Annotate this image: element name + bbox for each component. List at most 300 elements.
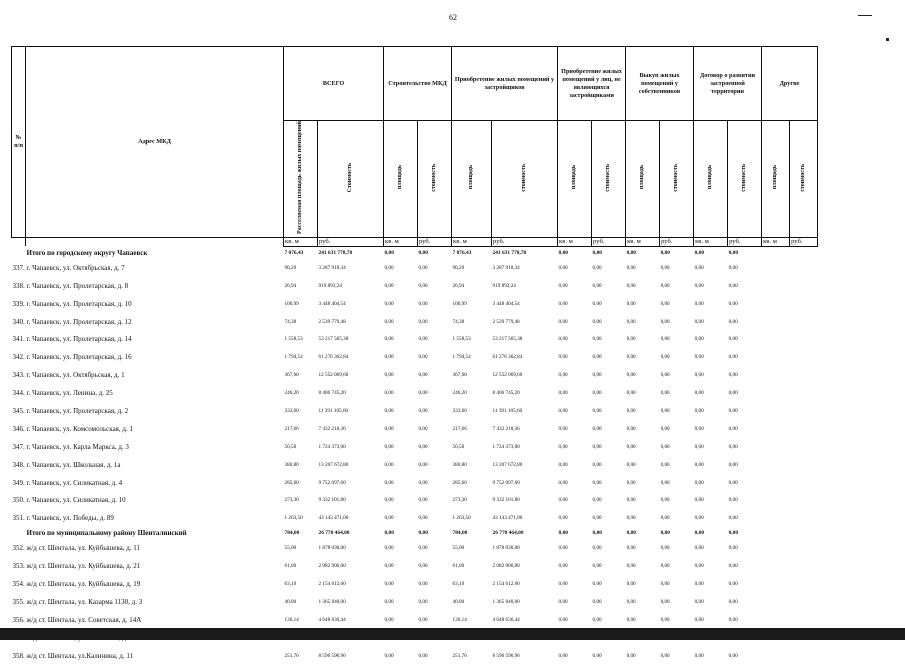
row-value: 0,00 <box>592 372 602 379</box>
row-value: 0,00 <box>384 390 394 397</box>
row-value: 0,00 <box>626 652 636 659</box>
row-value: 0,00 <box>418 515 428 522</box>
row-value: 0,00 <box>418 300 428 307</box>
row-value: 0,00 <box>728 390 738 397</box>
row-value: 919 893,24 <box>492 282 516 289</box>
row-value: 0,00 <box>660 598 670 605</box>
subheader-cost-lc: стоимость <box>800 163 807 192</box>
row-value: 40,00 <box>284 598 297 605</box>
row-value: 53 217 565,38 <box>492 336 523 343</box>
row-value: 0,00 <box>694 497 704 504</box>
row-value: 0,00 <box>626 264 636 271</box>
row-number: 345. <box>12 407 25 416</box>
row-value: 0,00 <box>558 408 568 415</box>
subheader-cost-lc: стоимость <box>431 163 438 192</box>
unit-cell: руб. <box>728 237 762 246</box>
row-value: 8 596 596,96 <box>318 652 346 659</box>
header-territory-contract: Договор о развитии застроенной территории <box>694 47 762 121</box>
row-value: 0,00 <box>626 616 636 623</box>
row-value: 1 263,50 <box>284 515 303 522</box>
row-value: 2 082 906,00 <box>492 563 520 570</box>
row-value: 40,00 <box>452 598 465 605</box>
subheader-area: площадь <box>772 165 779 190</box>
row-value: 9 332 101,80 <box>492 497 520 504</box>
row-value: 26,94 <box>452 282 465 289</box>
row-value: 285,60 <box>284 479 299 486</box>
row-value: 0,00 <box>558 336 568 343</box>
row-value: 0,00 <box>694 408 704 415</box>
row-value: 0,00 <box>728 282 738 289</box>
row-value: 50,50 <box>452 443 465 450</box>
row-address: г. Чапаевск, ул. Пролетарская, д. 8 <box>26 281 129 290</box>
row-value: 0,00 <box>728 300 738 307</box>
subheader-cost: Стоимость <box>347 162 353 193</box>
row-value: 11 391 105,60 <box>318 408 349 415</box>
row-value: 0,00 <box>592 563 602 570</box>
row-address: г. Чапаевск, ул. Пролетарская, д. 10 <box>26 299 132 308</box>
row-value: 1 794,54 <box>452 354 471 361</box>
row-value: 2 154 612,60 <box>318 581 346 588</box>
row-value: 7 432 218,36 <box>318 425 346 432</box>
row-value: 0,00 <box>694 354 704 361</box>
row-address: ж/д ст. Шентала, ул. Советская, д. 14А <box>26 615 142 624</box>
row-value: 0,00 <box>592 318 602 325</box>
unit-cell: кв. м <box>452 237 492 246</box>
row-value: 0,00 <box>660 515 670 522</box>
row-number: 342. <box>12 353 25 362</box>
row-value: 0,00 <box>626 300 636 307</box>
table-row <box>12 575 818 593</box>
row-value: 0,00 <box>558 354 568 361</box>
resettlement-table <box>11 46 818 665</box>
row-value: 3 448 404,54 <box>318 300 346 307</box>
table-row <box>12 366 818 384</box>
row-value: 12 552 069,60 <box>318 372 349 379</box>
row-value: 0,00 <box>626 408 636 415</box>
row-value: 100,99 <box>284 300 299 307</box>
row-value: 2 082 906,00 <box>318 563 346 570</box>
row-value: 0,00 <box>418 390 428 397</box>
row-value: 0,00 <box>384 497 394 504</box>
row-value: 0,00 <box>384 652 394 659</box>
subtotal-value: 0,00 <box>660 249 670 256</box>
table-row <box>12 259 818 277</box>
unit-cell: руб. <box>418 237 452 246</box>
scan-mark-dot <box>886 38 889 41</box>
row-value: 0,00 <box>728 425 738 432</box>
row-value: 0,00 <box>418 372 428 379</box>
row-value: 0,00 <box>418 318 428 325</box>
row-value: 0,00 <box>694 264 704 271</box>
row-value: 0,00 <box>660 336 670 343</box>
subheader-area: площадь <box>639 165 646 190</box>
row-value: 0,00 <box>728 443 738 450</box>
subheader-cost-lc: стоимость <box>673 163 680 192</box>
row-value: 1 263,50 <box>452 515 471 522</box>
unit-cell: кв. м <box>694 237 728 246</box>
row-number: 349. <box>12 478 25 487</box>
subheader-cost-lc: стоимость <box>741 163 748 192</box>
row-value: 0,00 <box>694 563 704 570</box>
row-value: 74,38 <box>452 318 465 325</box>
row-value: 61 276 362,84 <box>318 354 349 361</box>
row-value: 63,10 <box>452 581 465 588</box>
row-value: 0,00 <box>384 598 394 605</box>
subtotal-value <box>790 246 818 259</box>
row-value: 4 648 636,44 <box>492 616 520 623</box>
subtotal-value: 0,00 <box>418 530 428 537</box>
row-value: 0,00 <box>728 581 738 588</box>
row-value: 0,00 <box>558 318 568 325</box>
row-value: 0,00 <box>418 408 428 415</box>
page-number: 62 <box>449 13 457 22</box>
header-construction: Строительство МКД <box>384 47 452 121</box>
table-row <box>12 277 818 295</box>
row-value: 0,00 <box>558 479 568 486</box>
row-value: 50,50 <box>284 443 297 450</box>
row-value: 1 365 840,00 <box>318 598 346 605</box>
row-value: 0,00 <box>694 425 704 432</box>
subtotal-value: 0,00 <box>384 249 394 256</box>
row-value: 0,00 <box>558 425 568 432</box>
row-value: 0,00 <box>694 300 704 307</box>
row-value: 0,00 <box>660 545 670 552</box>
row-value: 0,00 <box>384 264 394 271</box>
row-number: 344. <box>12 389 25 398</box>
subtotal-value: 0,00 <box>592 249 602 256</box>
row-value: 0,00 <box>660 616 670 623</box>
row-number: 346. <box>12 424 25 433</box>
row-value: 8 406 745,20 <box>492 390 520 397</box>
row-value: 0,00 <box>728 563 738 570</box>
row-number: 355. <box>12 597 25 606</box>
subtotal-value: 0,00 <box>384 530 394 537</box>
subtotal-value: 0,00 <box>728 249 739 256</box>
row-address: г. Чапаевск, ул. Школьная, д. 1а <box>26 460 121 469</box>
row-value: 0,00 <box>592 461 602 468</box>
row-value: 0,00 <box>728 515 738 522</box>
row-address: ж/д ст. Шентала, ул. Куйбышева, д. 21 <box>26 562 141 571</box>
row-value: 0,00 <box>694 616 704 623</box>
row-value: 0,00 <box>384 616 394 623</box>
row-value: 1 878 030,00 <box>492 545 520 552</box>
row-value: 0,00 <box>418 461 428 468</box>
row-address: г. Чапаевск, ул. Пролетарская, д. 16 <box>26 353 132 362</box>
row-value: 0,00 <box>728 372 738 379</box>
row-value: 0,00 <box>418 545 428 552</box>
row-value: 0,00 <box>626 497 636 504</box>
row-number: 351. <box>12 514 25 523</box>
row-value: 0,00 <box>694 598 704 605</box>
row-value: 8 406 745,20 <box>318 390 346 397</box>
row-value: 0,00 <box>418 425 428 432</box>
subtotal-value: 241 631 778,78 <box>492 249 527 256</box>
row-number: 341. <box>12 335 25 344</box>
subheader-area: площадь <box>397 165 404 190</box>
row-value: 11 391 105,60 <box>492 408 523 415</box>
row-value: 367,60 <box>284 372 299 379</box>
row-value: 367,60 <box>452 372 467 379</box>
subtotal-value <box>762 527 790 539</box>
row-value: 0,00 <box>384 372 394 379</box>
row-value: 0,00 <box>384 425 394 432</box>
row-value: 0,00 <box>728 354 738 361</box>
row-value: 0,00 <box>728 652 738 659</box>
row-value: 9 752 097,60 <box>492 479 520 486</box>
scan-mark-dash <box>858 15 872 16</box>
subtotal-value: 0,00 <box>418 249 428 256</box>
row-address: г. Чапаевск, ул. Победы, д. 89 <box>26 514 114 523</box>
subtotal-value: 0,00 <box>592 530 602 537</box>
subtotal-value: 7 076,43 <box>452 249 472 256</box>
row-value: 61,00 <box>284 563 297 570</box>
units-row <box>12 237 818 246</box>
row-value: 0,00 <box>592 282 602 289</box>
row-value: 0,00 <box>384 282 394 289</box>
row-value: 0,00 <box>384 461 394 468</box>
subtotal-label: Итого по городскому округу Чапаевск <box>26 248 148 257</box>
row-value: 0,00 <box>728 497 738 504</box>
row-value: 0,00 <box>660 300 670 307</box>
row-address: г. Чапаевск, ул. Пролетарская, д. 2 <box>26 407 129 416</box>
subtotal-label: Итого по муниципальному району Шенталинский <box>26 529 187 538</box>
row-value: 0,00 <box>626 479 636 486</box>
subtotal-value: 26 770 464,00 <box>492 530 524 537</box>
row-value: 0,00 <box>660 408 670 415</box>
row-value: 0,00 <box>728 545 738 552</box>
row-value: 0,00 <box>660 354 670 361</box>
row-value: 0,00 <box>592 652 602 659</box>
row-value: 3 287 918,34 <box>492 264 520 271</box>
subtotal-value: 784,00 <box>452 530 468 537</box>
table-row <box>12 295 818 313</box>
row-value: 0,00 <box>728 336 738 343</box>
subheader-area: площадь <box>468 165 475 190</box>
row-value: 0,00 <box>626 443 636 450</box>
row-value: 1 365 840,00 <box>492 598 520 605</box>
row-value: 0,00 <box>694 318 704 325</box>
row-address: ж/д ст. Шентала, ул.Калинина, д. 11 <box>26 651 134 660</box>
row-number: 347. <box>12 442 25 451</box>
row-value: 0,00 <box>694 282 704 289</box>
row-value: 0,00 <box>384 336 394 343</box>
row-value: 0,00 <box>384 563 394 570</box>
row-value: 0,00 <box>558 652 568 659</box>
row-number: 339. <box>12 299 25 308</box>
row-value: 0,00 <box>694 372 704 379</box>
subtotal-value: 241 631 778,78 <box>318 249 353 256</box>
row-value: 9 332 101,80 <box>318 497 346 504</box>
row-value: 3 448 404,54 <box>492 300 520 307</box>
row-number: 350. <box>12 496 25 505</box>
row-value: 12 552 069,60 <box>492 372 523 379</box>
row-value: 1 878 030,00 <box>318 545 346 552</box>
row-value: 273,30 <box>284 497 299 504</box>
subtotal-value <box>790 527 818 539</box>
row-value: 0,00 <box>660 372 670 379</box>
row-address: г. Чапаевск, ул. Комсомольская, д. 1 <box>26 424 133 433</box>
row-value: 0,00 <box>558 545 568 552</box>
row-number: 343. <box>12 371 25 380</box>
row-value: 0,00 <box>418 652 428 659</box>
row-value: 96,29 <box>284 264 297 271</box>
row-address: г. Чапаевск, ул. Карла Маркса, д. 3 <box>26 442 129 451</box>
row-value: 217,66 <box>452 425 467 432</box>
row-value: 0,00 <box>626 581 636 588</box>
row-address: г. Чапаевск, ул. Пролетарская, д. 12 <box>26 317 132 326</box>
row-value: 0,00 <box>592 479 602 486</box>
row-value: 0,00 <box>558 497 568 504</box>
row-value: 0,00 <box>592 545 602 552</box>
row-value: 0,00 <box>418 616 428 623</box>
row-value: 9 752 097,60 <box>318 479 346 486</box>
row-value: 0,00 <box>626 354 636 361</box>
row-value: 0,00 <box>592 264 602 271</box>
row-value: 136,14 <box>452 616 467 623</box>
row-value: 0,00 <box>558 443 568 450</box>
row-value: 0,00 <box>418 563 428 570</box>
row-value: 0,00 <box>660 652 670 659</box>
row-value: 0,00 <box>558 390 568 397</box>
subtotal-value: 0,00 <box>694 249 705 256</box>
row-value: 251,76 <box>284 652 299 659</box>
row-value: 0,00 <box>558 282 568 289</box>
row-value: 0,00 <box>626 515 636 522</box>
row-value: 246,20 <box>452 390 467 397</box>
table-row <box>12 647 818 665</box>
row-value: 0,00 <box>694 545 704 552</box>
table-row <box>12 402 818 420</box>
row-value: 0,00 <box>592 616 602 623</box>
header-purchase-non-developers: Приобретение жилых помещений у лиц, не являющихся застройщиками <box>558 47 626 121</box>
subtotal-value: 0,00 <box>728 530 739 537</box>
row-address: ж/д ст. Шентала, ул. Куйбышева, д. 19 <box>26 580 141 589</box>
row-value: 0,00 <box>592 581 602 588</box>
row-value: 0,00 <box>660 479 670 486</box>
row-value: 285,60 <box>452 479 467 486</box>
row-number: 340. <box>12 317 25 326</box>
subtotal-value: 0,00 <box>660 530 670 537</box>
row-value: 55,00 <box>284 545 297 552</box>
subtotal-value: 0,00 <box>558 530 568 537</box>
row-value: 273,30 <box>452 497 467 504</box>
table-row <box>12 313 818 331</box>
row-value: 251,76 <box>452 652 467 659</box>
row-value: 0,00 <box>728 479 738 486</box>
unit-cell: кв. м <box>558 237 592 246</box>
row-number: 352. <box>12 544 25 553</box>
row-value: 0,00 <box>660 282 670 289</box>
row-value: 0,00 <box>418 282 428 289</box>
row-value: 0,00 <box>384 408 394 415</box>
row-value: 43 143 471,00 <box>318 515 349 522</box>
row-value: 26,94 <box>284 282 297 289</box>
row-value: 1 558,53 <box>452 336 471 343</box>
row-address: ж/д ст. Шентала, ул. Казарма 1130, д. 3 <box>26 597 143 606</box>
row-value: 63,10 <box>284 581 297 588</box>
subheader-cost-lc: стоимость <box>605 163 612 192</box>
row-value: 0,00 <box>592 443 602 450</box>
row-value: 0,00 <box>694 336 704 343</box>
table-row <box>12 509 818 527</box>
row-value: 0,00 <box>384 443 394 450</box>
row-value: 0,00 <box>418 479 428 486</box>
row-value: 1 794,54 <box>284 354 303 361</box>
row-value: 0,00 <box>592 408 602 415</box>
row-value: 2 539 779,48 <box>492 318 520 325</box>
row-value: 0,00 <box>592 598 602 605</box>
row-value: 0,00 <box>418 497 428 504</box>
row-value: 0,00 <box>626 336 636 343</box>
row-value: 0,00 <box>660 264 670 271</box>
row-value: 0,00 <box>626 282 636 289</box>
row-value: 0,00 <box>728 264 738 271</box>
row-value: 0,00 <box>418 581 428 588</box>
row-value: 0,00 <box>626 390 636 397</box>
row-value: 0,00 <box>660 581 670 588</box>
table-row <box>12 348 818 366</box>
row-value: 3 287 918,34 <box>318 264 346 271</box>
row-value: 0,00 <box>626 425 636 432</box>
subtotal-row <box>12 527 818 539</box>
row-number: 337. <box>12 263 25 272</box>
subheader-area: площадь <box>571 165 578 190</box>
row-value: 0,00 <box>728 616 738 623</box>
row-value: 0,00 <box>418 598 428 605</box>
row-value: 0,00 <box>660 390 670 397</box>
row-value: 1 724 373,00 <box>318 443 346 450</box>
subtotal-value: 0,00 <box>626 249 636 256</box>
row-value: 0,00 <box>558 581 568 588</box>
table-row <box>12 557 818 575</box>
row-value: 0,00 <box>694 479 704 486</box>
row-value: 61 276 362,84 <box>492 354 523 361</box>
row-value: 0,00 <box>626 318 636 325</box>
row-value: 4 648 636,44 <box>318 616 346 623</box>
row-value: 0,00 <box>384 479 394 486</box>
row-value: 0,00 <box>384 581 394 588</box>
row-value: 386,80 <box>284 461 299 468</box>
row-value: 136,14 <box>284 616 299 623</box>
row-number: 348. <box>12 460 25 469</box>
row-value: 1 724 373,00 <box>492 443 520 450</box>
unit-cell: руб. <box>790 237 818 246</box>
row-value: 0,00 <box>694 390 704 397</box>
row-value: 0,00 <box>384 545 394 552</box>
row-value: 0,00 <box>694 461 704 468</box>
subheader-cost-lc: стоимость <box>521 163 528 192</box>
row-value: 0,00 <box>694 443 704 450</box>
row-value: 0,00 <box>418 336 428 343</box>
row-value: 0,00 <box>558 563 568 570</box>
table-row <box>12 492 818 510</box>
row-value: 0,00 <box>384 300 394 307</box>
header-total: ВСЕГО <box>284 47 384 121</box>
row-value: 0,00 <box>558 515 568 522</box>
row-value: 386,80 <box>452 461 467 468</box>
row-address: ж/д ст. Шентала, ул. Куйбышева, д. 11 <box>26 544 141 553</box>
row-value: 74,38 <box>284 318 297 325</box>
row-value: 0,00 <box>660 443 670 450</box>
row-value: 0,00 <box>558 372 568 379</box>
table-row <box>12 420 818 438</box>
row-value: 0,00 <box>694 515 704 522</box>
row-value: 0,00 <box>660 461 670 468</box>
row-value: 333,60 <box>284 408 299 415</box>
row-value: 96,29 <box>452 264 465 271</box>
row-address: г. Чапаевск, ул. Силикатная, д. 10 <box>26 496 126 505</box>
row-value: 53 217 565,38 <box>318 336 349 343</box>
